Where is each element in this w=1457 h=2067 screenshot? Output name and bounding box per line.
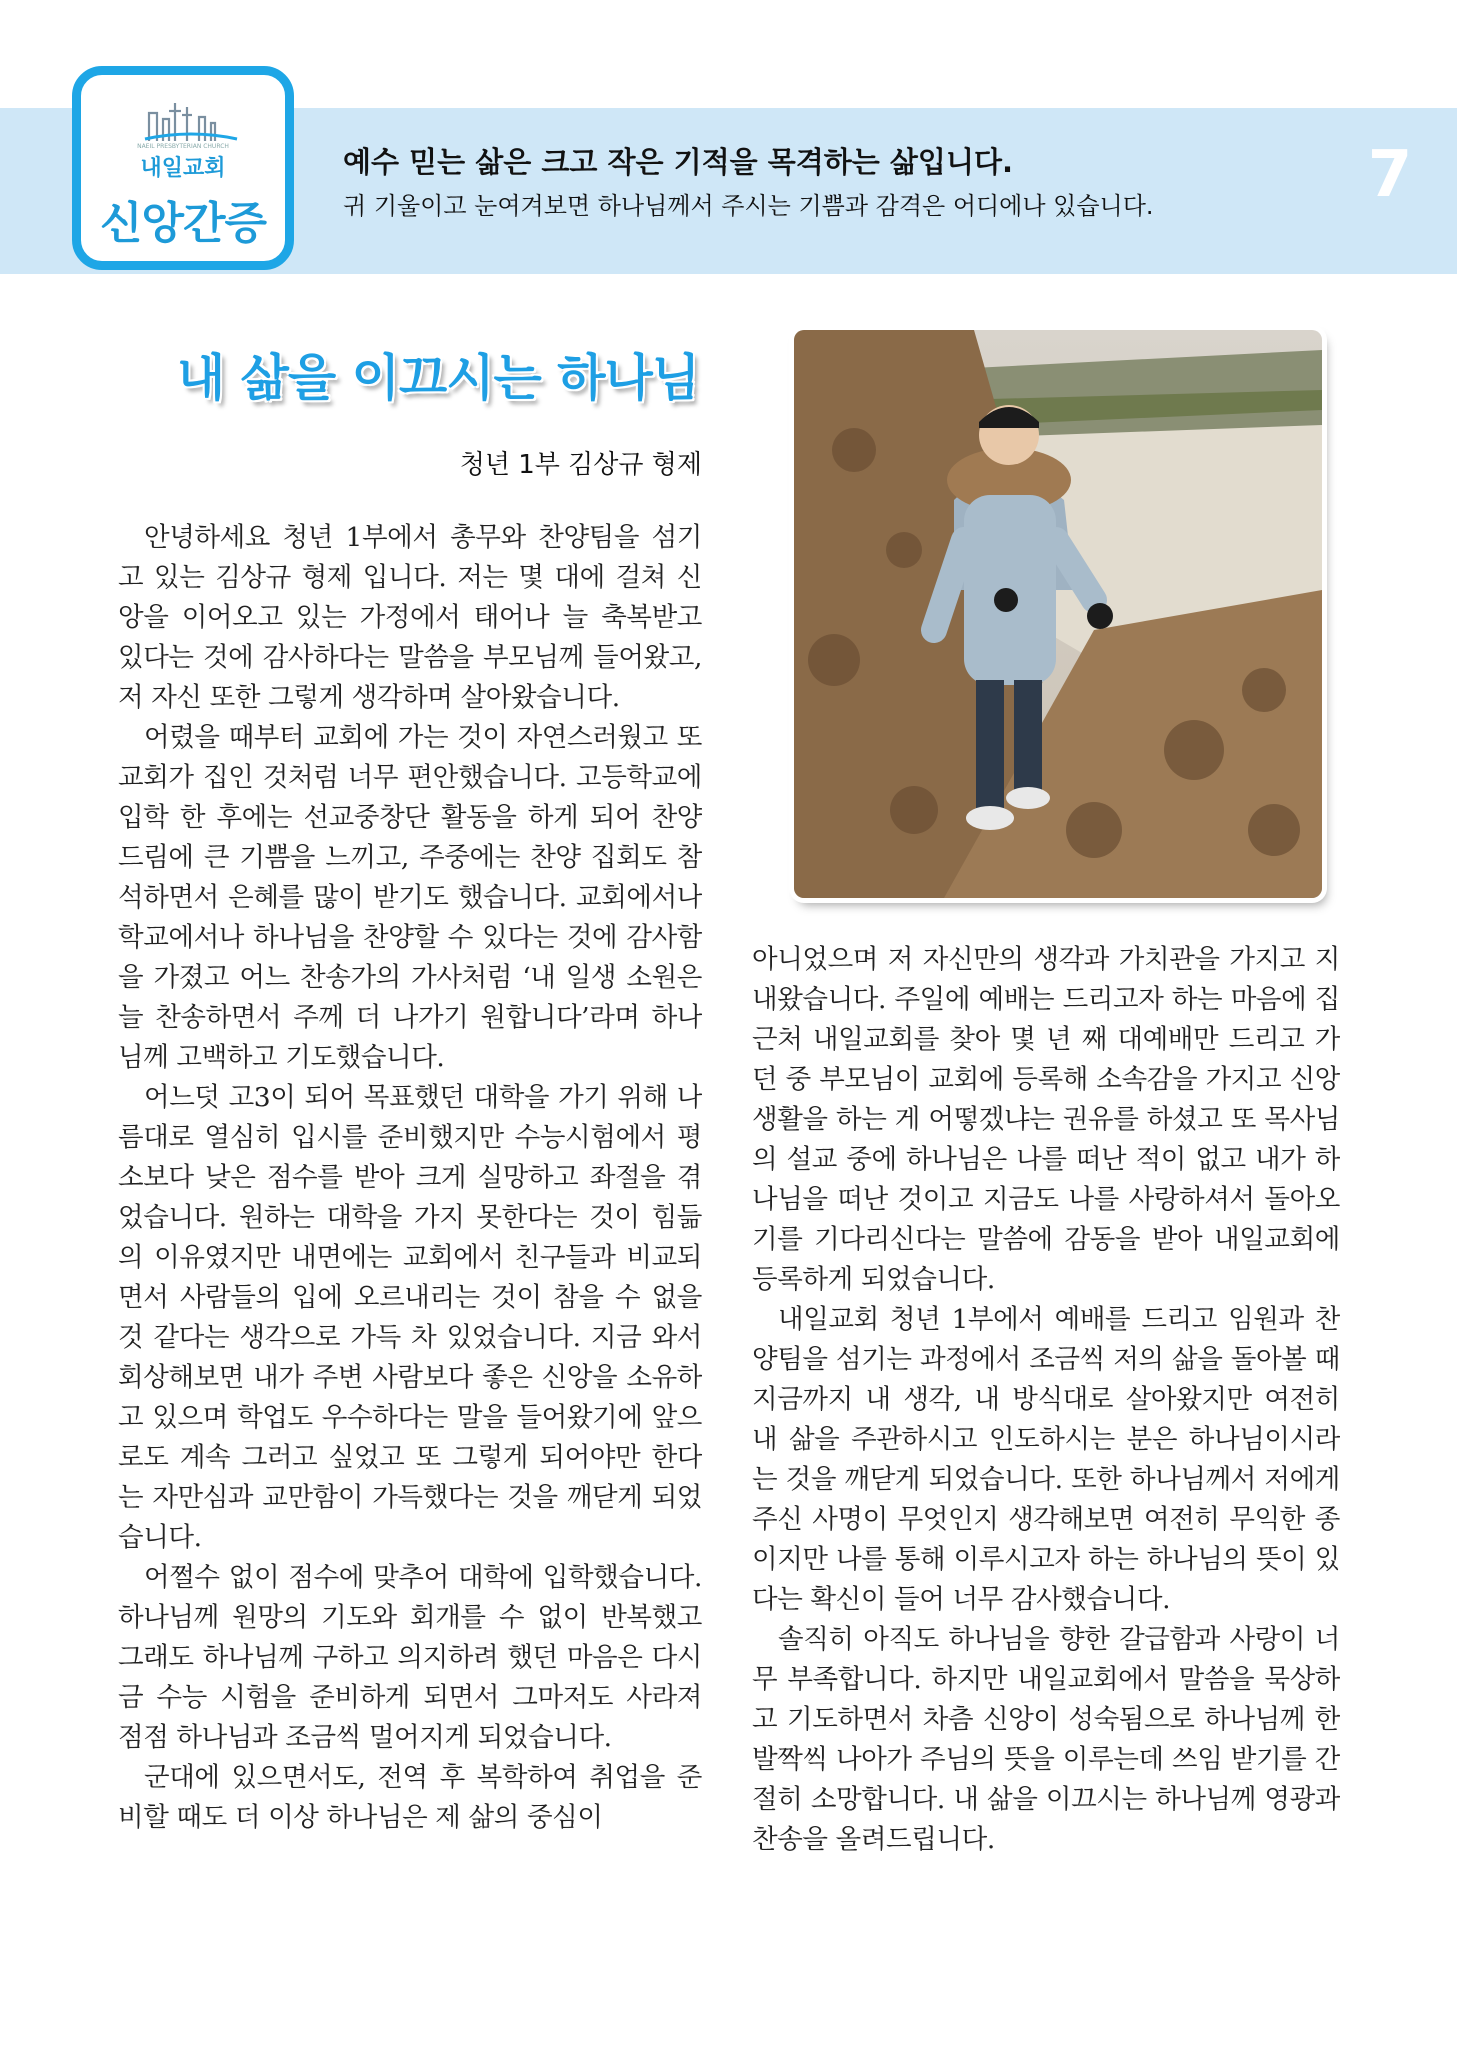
- article-column-right: [752, 940, 1340, 2000]
- paragraph: 안녕하세요 청년 1부에서 총무와 찬양팀을 섬기고 있는 김상규 형제 입니다. 저는 몇 대에 걸쳐 신앙을 이어오고 있는 가정에서 태어나 늘 축복받고 있다는 것에 감사하다는 말씀을 부모님께 들어왔고, 저 자신 또한 그렇게 생각하며 살아왔습니다.: [118, 522, 702, 713]
- article-column-left: [118, 518, 702, 2010]
- paragraph: 아니었으며 저 자신만의 생각과 가치관을 가지고 지내왔습니다. 주일에 예배는 드리고자 하는 마음에 집 근처 내일교회를 찾아 몇 년 째 대예배만 드리고 가던 중 부모님이 교회에 등록해 소속감을 가지고 신앙생활을 하는 게 어떻겠냐는 권유를 하셨고 또 목사님의 설교 중에 하나님은 나를 떠난 적이 없고 내가 하나님을 떠난 것이고 지금도 나를 사랑하셔서 돌아오기를 기다리신다는 말씀에 감동을 받아 내일교회에 등록하게 되었습니다.: [752, 944, 1340, 1295]
- logo-church-name: 내일교회: [140, 156, 226, 181]
- paragraph: 군대에 있으면서도, 전역 후 복학하여 취업을 준비할 때도 더 이상 하나님은 제 삶의 중심이: [118, 1762, 702, 1833]
- paragraph: 솔직히 아직도 하나님을 향한 갈급함과 사랑이 너무 부족합니다. 하지만 내일교회에서 말씀을 묵상하고 기도하면서 차츰 신앙이 성숙됨으로 하나님께 한 발짝씩 나아가 주님의 뜻을 이루는데 쓰임 받기를 간절히 소망합니다. 내 삶을 이끄시는 하나님께 영광과 찬송을 올려드립니다.: [752, 1624, 1340, 1855]
- church-logo-box: [72, 66, 294, 270]
- author-photo: [794, 330, 1322, 898]
- header-motto-sub: 귀 기울이고 눈여겨보면 하나님께서 주시는 기쁨과 감격은 어디에나 있습니다.: [343, 192, 1154, 220]
- header-motto: 예수 믿는 삶은 크고 작은 기적을 목격하는 삶입니다.: [343, 145, 1013, 179]
- church-skyline-icon: [141, 99, 241, 147]
- paragraph: 어느덧 고3이 되어 목표했던 대학을 가기 위해 나름대로 열심히 입시를 준비했지만 수능시험에서 평소보다 낮은 점수를 받아 크게 실망하고 좌절을 겪었습니다. 원하는 대학을 가지 못한다는 것이 힘듦의 이유였지만 내면에는 교회에서 친구들과 비교되면서 사람들의 입에 오르내리는 것이 참을 수 없을 것 같다는 생각으로 가득 차 있었습니다. 지금 와서 회상해보면 내가 주변 사람보다 좋은 신앙을 소유하고 있으며 학업도 우수하다는 말을 들어왔기에 앞으로도 계속 그러고 싶었고 또 그렇게 되어야만 한다는 자만심과 교만함이 가득했다는 것을 깨닫게 되었습니다.: [118, 1082, 702, 1553]
- photo-illustration: [794, 330, 1322, 898]
- paragraph: 어렸을 때부터 교회에 가는 것이 자연스러웠고 또 교회가 집인 것처럼 너무 편안했습니다. 고등학교에 입학 한 후에는 선교중창단 활동을 하게 되어 찬양 드림에 큰 기쁨을 느끼고, 주중에는 찬양 집회도 참석하면서 은혜를 많이 받기도 했습니다. 교회에서나 학교에서나 하나님을 찬양할 수 있다는 것에 감사함을 가졌고 어느 찬송가의 가사처럼 ‘내 일생 소원은 늘 찬송하면서 주께 더 나가기 원합니다’라며 하나님께 고백하고 기도했습니다.: [118, 722, 702, 1073]
- paragraph: 어쩔수 없이 점수에 맞추어 대학에 입학했습니다. 하나님께 원망의 기도와 회개를 수 없이 반복했고 그래도 하나님께 구하고 의지하려 했던 마음은 다시금 수능 시험을 준비하게 되면서 그마저도 사라져 점점 하나님과 조금씩 멀어지게 되었습니다.: [118, 1562, 702, 1753]
- article-author: 청년 1부 김상규 형제: [459, 450, 702, 480]
- logo-subtitle: NAEIL PRESBYTERIAN CHURCH: [137, 143, 229, 150]
- article-title: 내 삶을 이끄시는 하나님: [176, 349, 700, 407]
- page-number: 7: [1367, 138, 1413, 212]
- paragraph: 내일교회 청년 1부에서 예배를 드리고 임원과 찬양팀을 섬기는 과정에서 조금씩 저의 삶을 돌아볼 때 지금까지 내 생각, 내 방식대로 살아왔지만 여전히 내 삶을 주관하시고 인도하시는 분은 하나님이시라는 것을 깨닫게 되었습니다. 또한 하나님께서 저에게 주신 사명이 무엇인지 생각해보면 여전히 무익한 종이지만 나를 통해 이루시고자 하는 하나님의 뜻이 있다는 확신이 들어 너무 감사했습니다.: [752, 1304, 1340, 1615]
- section-title: 신앙간증: [99, 198, 266, 249]
